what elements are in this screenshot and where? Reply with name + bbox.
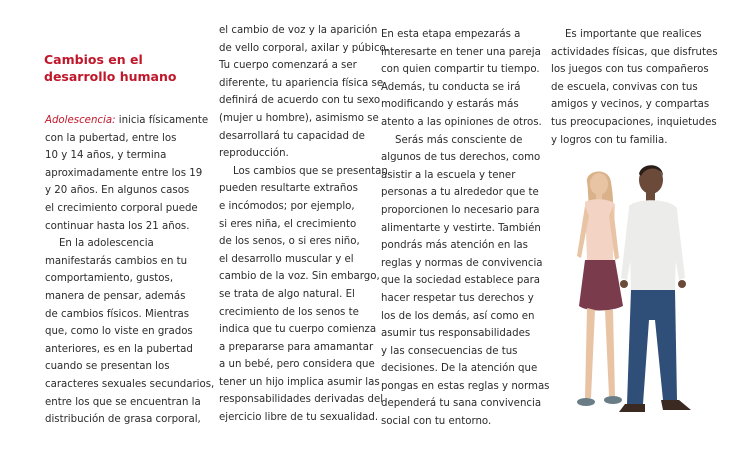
text-line: pueden resultarte extraños [219,183,358,195]
text-line: e incómodos; por ejemplo, [219,200,355,212]
text-line: el cambio de voz y la aparición [219,25,378,36]
text-line: caracteres sexuales secundarios, [45,378,215,390]
text-line: modificando y estarás más [381,99,519,111]
text-line: tener un hijo implica asumir las [219,376,380,388]
text-line: distribución de grasa corporal, [45,414,201,426]
text-line: aproximadamente entre los 19 [45,167,203,179]
text-line: dependerá tu sana convivencia [381,398,542,410]
text-line: entre los que se encuentran la [45,396,201,408]
text-line: los juegos con tus compañeros [551,64,709,76]
text-line: social con tu entorno. [381,416,492,428]
text-line: personas a tu alrededor que te [381,187,539,199]
text-line: a un bebé, pero considera que [219,359,375,371]
text-line: proporcionen lo necesario para [381,204,540,216]
text-line: amigos y vecinos, y compartas [551,99,710,111]
text-line: manera de pensar, además [45,290,186,302]
text-line: con la pubertad, entre los [45,132,177,144]
column-2 [219,22,389,427]
text-line: que, como lo viste en grados [45,326,193,338]
text-line: En esta etapa empezarás a [381,29,521,40]
text-line: pondrás más atención en las [381,240,528,252]
text-line: continuar hasta los 21 años. [45,220,190,232]
text-line: anteriores, es en la pubertad [45,343,193,355]
text-line: el crecimiento corporal puede [45,202,198,214]
text-line: Es importante que realices [565,29,702,40]
text-line: alimentarte y vestirte. También [381,222,541,234]
term-adolescencia: Adolescencia: [45,115,116,126]
text-line: cuando se presentan los [45,361,170,373]
text-line: y logros con tu familia. [551,134,668,146]
text-line: y las consecuencias de tus [381,345,518,357]
text-line: manifestarás cambios en tu [45,255,188,267]
text-line: y 20 años. En algunos casos [45,185,190,197]
text-line: responsabilidades derivadas del [219,394,384,406]
text-line: el desarrollo muscular y el [219,253,354,265]
text-line: Los cambios que se presentan [233,165,388,177]
text-line: indica que tu cuerpo comienza [219,324,377,336]
text-line: Tu cuerpo comenzará a ser [219,60,357,72]
text-line: de vello corporal, axilar y púbico. [219,42,389,54]
text-line: cambio de la voz. Sin embargo, [219,271,380,283]
girl-figure [577,171,623,406]
text-line: atento a las opiniones de otros. [381,116,542,128]
column-1-body [45,112,214,429]
text-line: En la adolescencia [59,238,154,250]
text-line: algunos de tus derechos, como [381,152,541,164]
text-line: actividades físicas, que disfrutes [551,46,718,58]
text-line: (mujer u hombre), asimismo se [219,112,379,124]
text-line: Serás más consciente de [395,134,523,146]
text-line: se trata de algo natural. El [219,288,355,300]
text-line: de escuela, convivas con tus [551,81,698,93]
column-3 [381,26,550,431]
text-line: comportamiento, gustos, [45,273,174,285]
text-line: 10 y 14 años, y termina [45,150,167,162]
text-line: pongas en estas reglas y normas [381,380,550,392]
text-line: crecimiento de los senos te [219,306,359,318]
text-line: a prepararse para amamantar [219,341,374,353]
text-line: hacer respetar tus derechos y [381,292,534,304]
text-line: con quien compartir tu tiempo. [381,64,540,76]
text-line: ejercicio libre de tu sexualidad. [219,412,379,424]
definition-line [45,112,214,130]
text-line: diferente, tu apariencia física se [219,77,384,89]
text-line: reproducción. [219,148,289,160]
column-4 [551,26,736,149]
text-line: decisiones. De la atención que [381,363,538,375]
section-heading: Cambios en el desarrollo humano [44,52,177,84]
boy-figure [619,165,691,412]
text-line: Además, tu conducta se irá [381,81,521,93]
definition-text: inicia físicamente [115,115,209,126]
text-line: de los senos, o si eres niño, [219,236,360,248]
text-line: desarrollará tu capacidad de [219,130,365,142]
teen-couple-illustration [565,160,705,428]
text-line: asumir tus responsabilidades [381,328,531,340]
text-line: reglas y normas de convivencia [381,257,543,269]
text-line: los de los demás, así como en [381,310,535,322]
text-line: de cambios físicos. Mientras [45,308,190,320]
text-line: definirá de acuerdo con tu sexo [219,95,381,107]
text-line: interesarte en tener una pareja [381,46,541,58]
text-line: que la sociedad establece para [381,275,541,287]
text-line: asistir a la escuela y tener [381,169,516,181]
text-line: tus preocupaciones, inquietudes [551,116,717,128]
text-line: si eres niña, el crecimiento [219,218,357,230]
